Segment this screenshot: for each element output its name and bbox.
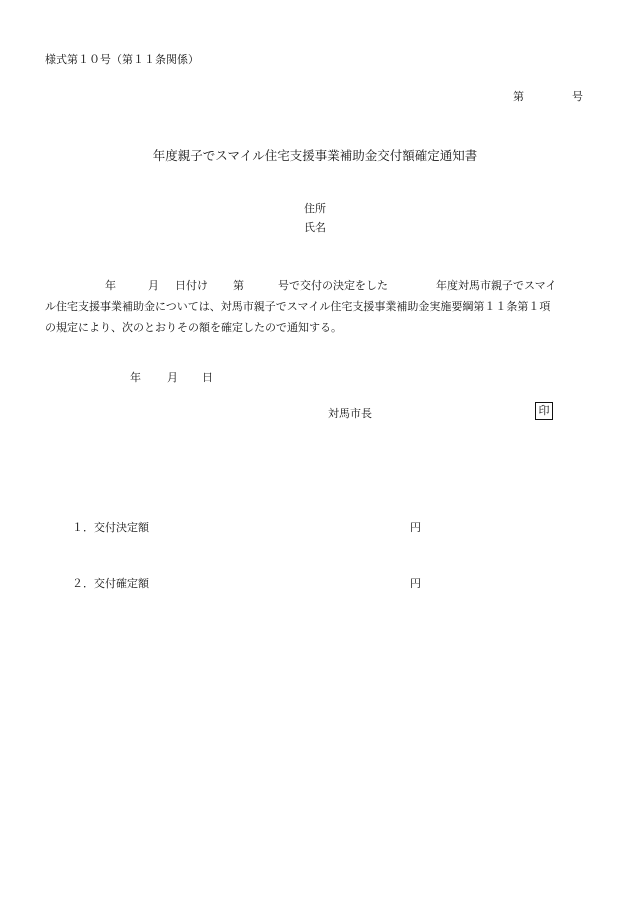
seal-stamp-box: 印 bbox=[535, 402, 553, 420]
body-number-prefix: 第 bbox=[233, 279, 244, 292]
issue-date bbox=[130, 369, 213, 385]
issue-date-month: 月 bbox=[167, 371, 178, 384]
issue-date-year: 年 bbox=[130, 371, 141, 384]
document-number-prefix: 第 bbox=[513, 90, 524, 103]
body-line-1 bbox=[45, 275, 587, 296]
document-title: 年度親子でスマイル住宅支援事業補助金交付額確定通知書 bbox=[152, 148, 478, 163]
body-line-3: の規定により、次のとおりその額を確定したので通知する。 bbox=[45, 321, 342, 334]
body-date-suffix: 日付け bbox=[175, 279, 208, 292]
issuer-title: 対馬市長 bbox=[328, 407, 372, 420]
recipient-address-label: 住所 bbox=[304, 202, 326, 215]
item-grant-confirmed-label: ２．交付確定額 bbox=[72, 577, 149, 590]
body-line-2: ル住宅支援事業補助金については、対馬市親子でスマイル住宅支援事業補助金実施要綱第１１条第１項 bbox=[45, 300, 551, 313]
body-line-1-tail: 号で交付の決定をした bbox=[278, 279, 388, 292]
item-grant-decided-label: １．交付決定額 bbox=[72, 521, 149, 534]
document-number-suffix: 号 bbox=[572, 90, 583, 103]
item-grant-confirmed-unit: 円 bbox=[410, 577, 421, 590]
body-month: 月 bbox=[148, 279, 159, 292]
item-grant-decided-unit: 円 bbox=[410, 521, 421, 534]
recipient-name-label: 氏名 bbox=[304, 221, 326, 234]
body-year: 年 bbox=[105, 279, 116, 292]
issue-date-day: 日 bbox=[202, 371, 213, 384]
body-program-year: 年度対馬市親子でスマイ bbox=[436, 279, 557, 292]
form-number: 様式第１０号（第１１条関係） bbox=[45, 53, 199, 66]
body-paragraph bbox=[45, 275, 587, 338]
